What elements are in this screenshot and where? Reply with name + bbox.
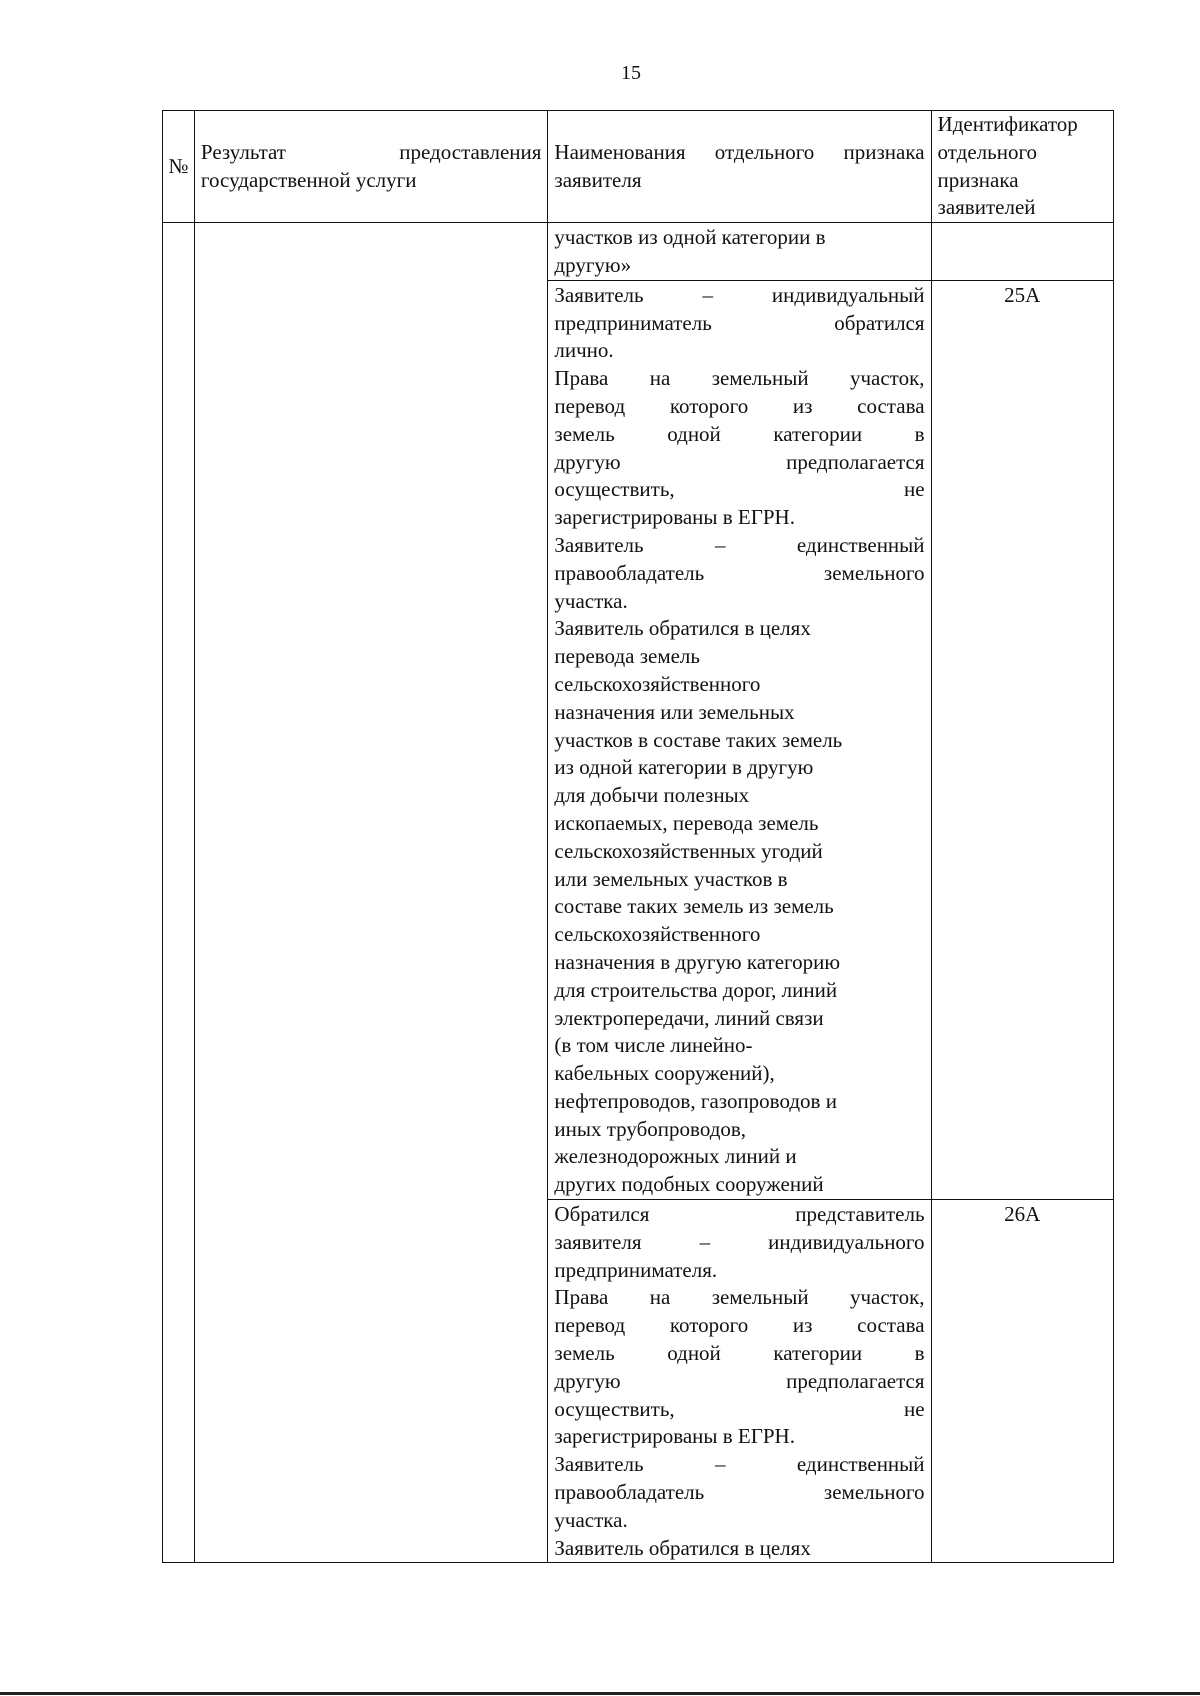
feature-name-line: перевода земель xyxy=(554,644,700,669)
page-bottom-rule xyxy=(0,1692,1200,1695)
feature-name-line: Заявитель обратился в целях xyxy=(554,1535,811,1560)
feature-name-line: предприниматель обратился xyxy=(554,310,925,335)
feature-name-line: для строительства дорог, линий xyxy=(554,977,838,1002)
feature-name-line: участка. xyxy=(554,1507,628,1532)
feature-name-line: назначения в другую категорию xyxy=(554,949,841,974)
feature-name-line: сельскохозяйственного xyxy=(554,922,761,947)
feature-name-line: зарегистрированы в ЕГРН. xyxy=(554,1424,795,1449)
header-result: Результат предоставления государственной услуги xyxy=(194,111,547,223)
number-cell xyxy=(163,223,195,1563)
feature-name-line: другую предполагается xyxy=(554,449,925,474)
feature-name-line: Заявитель – единственный xyxy=(554,1452,925,1477)
result-cell xyxy=(194,223,547,1563)
feature-name-line: кабельных сооружений), xyxy=(554,1061,775,1086)
feature-name-line: перевод которого из состава xyxy=(554,1313,925,1338)
applicant-features-table xyxy=(162,110,1114,1563)
feature-name-line: иных трубопроводов, xyxy=(554,1116,747,1141)
feature-name-line: участков из одной категории в xyxy=(554,225,826,250)
feature-name-line: предпринимателя. xyxy=(554,1257,718,1282)
table-body xyxy=(163,223,1114,1563)
identifier-cell: 25А xyxy=(931,280,1113,1199)
feature-name-line: Заявитель обратился в целях xyxy=(554,616,811,641)
feature-name-line: заявителя – индивидуального xyxy=(554,1229,925,1254)
header-identifier: Идентификатор отдельного признака заявителей xyxy=(931,111,1113,223)
feature-name-line: другую» xyxy=(554,252,632,277)
feature-name-line: для добычи полезных xyxy=(554,783,750,808)
feature-name-line: зарегистрированы в ЕГРН. xyxy=(554,505,795,530)
feature-name-line: правообладатель земельного xyxy=(554,560,925,585)
feature-name-line: составе таких земель из земель xyxy=(554,894,834,919)
page-number: 15 xyxy=(621,62,641,84)
feature-name-line: сельскохозяйственных угодий xyxy=(554,838,823,863)
table-header-row xyxy=(163,111,1114,223)
feature-name-line: участка. xyxy=(554,588,628,613)
feature-name-line: назначения или земельных xyxy=(554,699,795,724)
feature-name-line: железнодорожных линий и xyxy=(554,1144,797,1169)
header-feature-name: Наименования отдельного признака заявителя xyxy=(548,111,931,223)
feature-name-line: осуществить, не xyxy=(554,477,925,502)
feature-name-line: лично. xyxy=(554,338,614,363)
feature-name-line: сельскохозяйственного xyxy=(554,671,761,696)
feature-name-line: ископаемых, перевода земель xyxy=(554,810,819,835)
header-number: № xyxy=(163,111,195,223)
feature-name-line: (в том числе линейно- xyxy=(554,1033,753,1058)
feature-name-line: Права на земельный участок, xyxy=(554,1285,925,1310)
feature-name-line: Заявитель – индивидуальный xyxy=(554,282,925,307)
feature-name-cell xyxy=(548,1200,931,1563)
feature-name-line: осуществить, не xyxy=(554,1396,925,1421)
feature-name-line: из одной категории в другую xyxy=(554,755,814,780)
feature-name-line: земель одной категории в xyxy=(554,1341,925,1366)
feature-name-line: нефтепроводов, газопроводов и xyxy=(554,1088,837,1113)
feature-name-cell xyxy=(548,223,931,281)
table-row xyxy=(163,223,1114,281)
feature-name-line: участков в составе таких земель xyxy=(554,727,843,752)
feature-name-line: другую предполагается xyxy=(554,1368,925,1393)
feature-name-line: других подобных сооружений xyxy=(554,1172,824,1197)
identifier-cell xyxy=(931,223,1113,281)
feature-name-line: электропередачи, линий связи xyxy=(554,1005,824,1030)
feature-name-line: перевод которого из состава xyxy=(554,393,925,418)
feature-name-line: или земельных участков в xyxy=(554,866,788,891)
feature-name-line: правообладатель земельного xyxy=(554,1480,925,1505)
feature-name-cell xyxy=(548,280,931,1199)
feature-name-line: Обратился представитель xyxy=(554,1202,925,1227)
feature-name-line: земель одной категории в xyxy=(554,421,925,446)
feature-name-line: Заявитель – единственный xyxy=(554,532,925,557)
identifier-cell: 26А xyxy=(931,1200,1113,1563)
feature-name-line: Права на земельный участок, xyxy=(554,366,925,391)
